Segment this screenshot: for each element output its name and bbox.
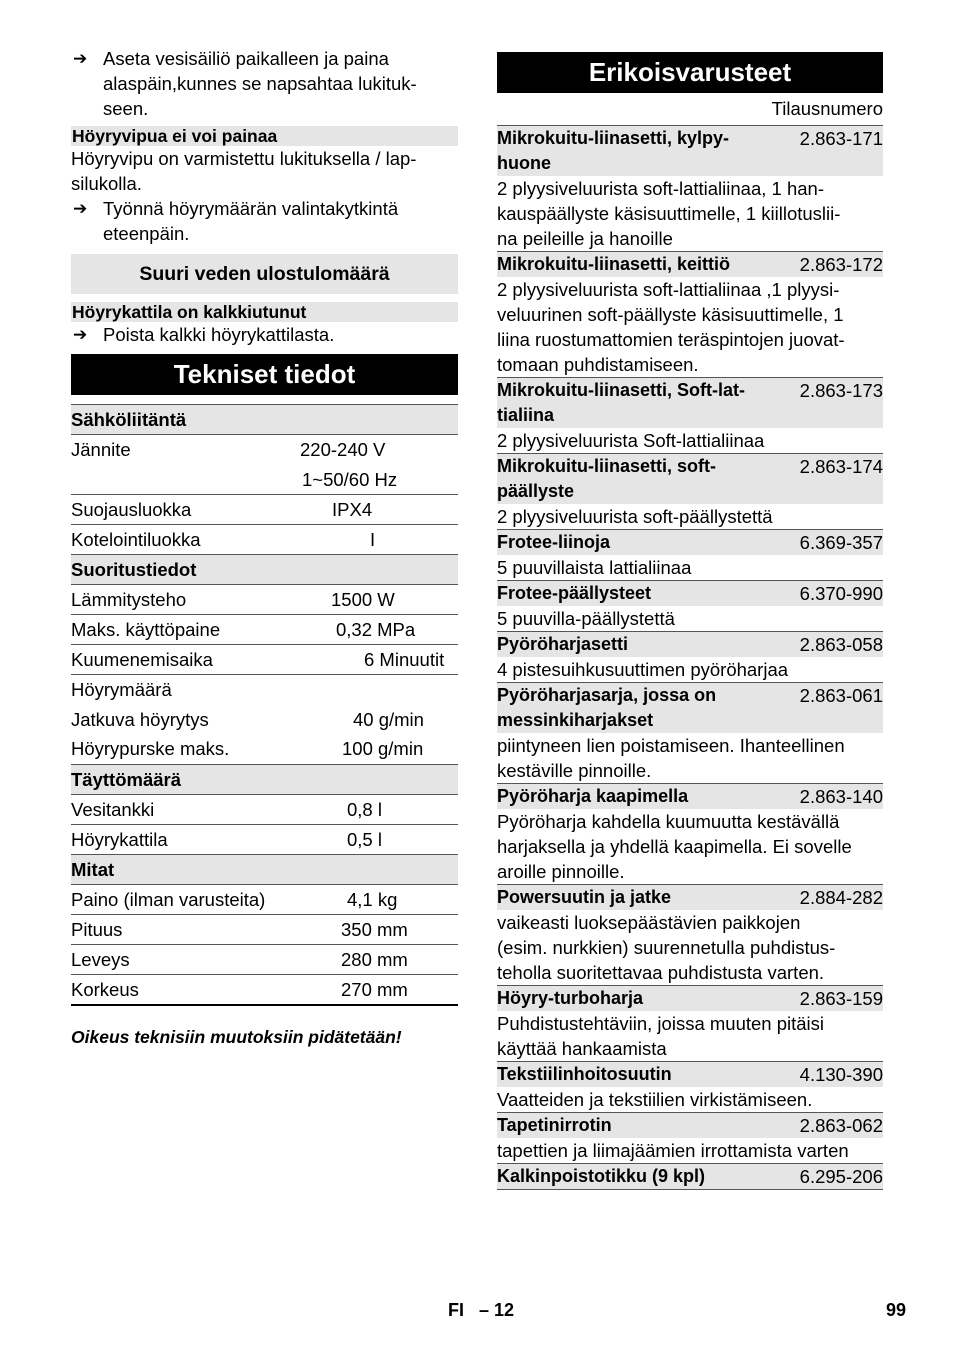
row-label: Höyrykattila — [71, 828, 168, 850]
table-row-tank — [71, 795, 458, 825]
accessory-name-line: Mikrokuitu-liinasetti, Soft-lat- — [497, 380, 746, 400]
row-label: Pituus — [71, 918, 123, 940]
table-row-voltage — [71, 435, 458, 495]
list-item — [497, 529, 883, 580]
list-item — [497, 1163, 883, 1190]
table-row-heating — [71, 585, 458, 615]
accessory-description-line: 2 plyysiveluurista Soft-lattialiinaa — [497, 430, 765, 451]
paragraph-steam-lever — [71, 146, 458, 196]
order-number: 2.863-062 — [799, 1115, 883, 1136]
row-label: Lämmitysteho — [71, 589, 187, 610]
row-value: 6 Minuutit — [364, 649, 445, 670]
subheading-steam-lever: Höyryvipua ei voi painaa — [71, 126, 458, 146]
accessory-name — [497, 529, 883, 555]
row-value: 350 mm — [341, 918, 408, 940]
arrow-right-icon: ➔ — [73, 49, 88, 68]
table-row-housing — [71, 525, 458, 555]
order-number: 2.863-174 — [799, 456, 883, 477]
order-number: 2.863-058 — [799, 634, 883, 655]
accessory-description-line: 2 plyysiveluurista soft-lattialiinaa ,1 plyysi- — [497, 279, 840, 300]
accessory-name-line: Kalkinpoistotikku (9 kpl) — [497, 1166, 706, 1186]
row-label: Korkeus — [71, 978, 139, 1000]
accessory-description-line: na peileille ja hanoille — [497, 228, 673, 249]
row-label: Leveys — [71, 948, 130, 970]
row-label: Kuumenemisaika — [71, 649, 213, 670]
accessory-name — [497, 783, 883, 809]
row-value: 1500 W — [331, 589, 395, 610]
row-label: Jännite — [71, 439, 131, 460]
order-number: 2.863-173 — [799, 380, 883, 401]
accessory-description — [497, 733, 883, 783]
row-value: 0,8 l — [347, 798, 382, 820]
row-label: Maks. käyttöpaine — [71, 619, 221, 640]
accessories-list — [497, 125, 883, 1190]
accessory-description — [497, 1087, 883, 1112]
section-title-technical-data: Tekniset tiedot — [71, 354, 458, 395]
order-number: 2.863-061 — [799, 685, 883, 706]
table-row-length — [71, 915, 458, 945]
accessory-name — [497, 682, 883, 733]
list-item — [497, 453, 883, 529]
accessory-description-line: 2 plyysiveluurista soft-päällystettä — [497, 506, 773, 527]
accessory-description-line: veluurinen soft-päällyste käsisuuttimelle, 1 — [497, 304, 844, 325]
footer-page-number: 99 — [885, 1300, 906, 1320]
technical-changes-note: Oikeus teknisiin muutoksiin pidätetään! — [71, 1026, 402, 1047]
order-number: 2.863-159 — [799, 988, 883, 1009]
accessory-description-line: aroille pinnoille. — [497, 861, 625, 882]
accessory-description-line: liina ruostumattomien teräspintojen juovat- — [497, 329, 845, 350]
accessory-description — [497, 176, 883, 251]
accessory-description — [497, 504, 883, 529]
row-label: Vesitankki — [71, 798, 155, 820]
order-number-label: Tilausnumero — [771, 98, 883, 119]
accessory-description-line: tapettien ja liimajäämien irrottamista varten — [497, 1140, 849, 1161]
order-number: 2.863-140 — [799, 786, 883, 807]
order-number: 2.863-171 — [799, 128, 883, 149]
accessory-description-line: 5 puuvilla-päällystettä — [497, 608, 675, 629]
accessory-name-line: Mikrokuitu-liinasetti, soft- — [497, 456, 717, 476]
instruction-line: Poista kalkki höyrykattilasta. — [103, 324, 335, 345]
left-column — [71, 46, 458, 1050]
row-value: 100 g/min — [342, 738, 424, 759]
accessory-description — [497, 606, 883, 631]
row-value: I — [370, 529, 376, 550]
accessory-name-line: Frotee-päällysteet — [497, 583, 652, 603]
order-number: 4.130-390 — [799, 1064, 883, 1085]
footer-local-number: – 12 — [479, 1300, 515, 1320]
row-value: 0,32 MPa — [336, 619, 416, 640]
table-row-steam — [71, 675, 458, 765]
paragraph-line: Höyryvipu on varmistettu lukituksella / lap- — [71, 148, 417, 169]
accessory-name-line: Powersuutin ja jatke — [497, 887, 672, 907]
accessory-name-line: Pyöröharja kaapimella — [497, 786, 689, 806]
technical-data-table — [71, 404, 458, 1006]
accessory-description-line: Vaatteiden ja tekstiilien virkistämiseen. — [497, 1089, 813, 1110]
accessory-name-line: huone — [497, 153, 551, 173]
accessory-name — [497, 453, 883, 504]
accessory-name — [497, 1061, 883, 1087]
list-item — [497, 1112, 883, 1163]
accessory-description-line: teholla suoritettavaa puhdistusta varten. — [497, 962, 825, 983]
row-label: Suojausluokka — [71, 499, 192, 520]
accessory-name — [497, 580, 883, 606]
table-row-width — [71, 945, 458, 975]
list-item — [497, 377, 883, 453]
section-label: Mitat — [71, 858, 115, 880]
order-number: 6.369-357 — [799, 532, 883, 553]
paragraph-line: silukolla. — [71, 173, 142, 194]
table-section-power — [71, 405, 458, 435]
accessory-name-line: Mikrokuitu-liinasetti, kylpy- — [497, 128, 730, 148]
row-value: IPX4 — [332, 499, 373, 520]
instruction-descale — [71, 322, 458, 347]
footer-page-local — [448, 1298, 514, 1323]
list-item — [497, 251, 883, 377]
accessory-description-line: (esim. nurkkien) suurennetulla puhdistus- — [497, 937, 836, 958]
table-section-fill — [71, 765, 458, 795]
accessory-description-line: Pyöröharja kahdella kuumuutta kestävällä — [497, 811, 840, 832]
accessory-description-line: harjaksella ja yhdellä kaapimella. Ei sovelle — [497, 836, 852, 857]
accessory-name-line: messinkiharjakset — [497, 710, 654, 730]
row-label: Höyrypurske maks. — [71, 738, 230, 759]
row-value: 270 mm — [341, 978, 408, 1000]
accessory-name — [497, 631, 883, 657]
section-label: Täyttömäärä — [71, 768, 182, 790]
accessory-name-line: Höyry-turboharja — [497, 988, 644, 1008]
table-row-boiler — [71, 825, 458, 855]
instruction-line: alaspäin,kunnes se napsahtaa lukituk- — [103, 73, 417, 94]
order-number: 6.295-206 — [799, 1166, 883, 1187]
row-label: Paino (ilman varusteita) — [71, 888, 266, 910]
accessory-name — [497, 985, 883, 1011]
accessory-description — [497, 1138, 883, 1163]
accessory-name — [497, 125, 883, 176]
accessory-description — [497, 657, 883, 682]
row-value: 0,5 l — [347, 828, 382, 850]
instruction-line: Aseta vesisäiliö paikalleen ja paina — [103, 48, 389, 69]
list-item — [497, 1061, 883, 1112]
list-item — [497, 884, 883, 985]
row-label: Jatkuva höyrytys — [71, 708, 209, 730]
accessory-name — [497, 1163, 883, 1189]
row-value: 1~50/60 Hz — [302, 468, 398, 490]
list-item — [497, 783, 883, 884]
accessory-name — [497, 1112, 883, 1138]
accessory-name-line: tialiina — [497, 405, 555, 425]
row-value: 220-240 V — [300, 439, 386, 460]
accessory-name — [497, 884, 883, 910]
subheading-boiler-scaled: Höyrykattila on kalkkiutunut — [71, 302, 458, 322]
row-value: 40 g/min — [353, 708, 424, 730]
accessory-name-line: Frotee-liinoja — [497, 532, 611, 552]
accessory-description-line: piintyneen lien poistamiseen. Ihanteellinen — [497, 735, 845, 756]
table-row-weight — [71, 885, 458, 915]
instruction-insert-tank — [71, 46, 458, 121]
accessory-description — [497, 555, 883, 580]
instruction-line: Työnnä höyrymäärän valintakytkintä — [103, 198, 399, 219]
instruction-line: seen. — [103, 98, 149, 119]
list-item — [497, 985, 883, 1061]
arrow-right-icon: ➔ — [73, 199, 88, 218]
accessory-description-line: 5 puuvillaista lattialiinaa — [497, 557, 692, 578]
accessory-description — [497, 1011, 883, 1061]
instruction-line: eteenpäin. — [103, 223, 190, 244]
accessory-name-line: Pyöröharjasarja, jossa on — [497, 685, 717, 705]
accessory-description-line: 4 pistesuihkusuuttimen pyöröharjaa — [497, 659, 789, 680]
accessory-name-line: Mikrokuitu-liinasetti, keittiö — [497, 254, 731, 274]
accessory-name — [497, 377, 883, 428]
section-label: Suoritustiedot — [71, 559, 197, 580]
row-value: 4,1 kg — [347, 888, 398, 910]
list-item — [497, 125, 883, 251]
order-number: 2.863-172 — [799, 254, 883, 275]
accessory-description — [497, 277, 883, 377]
right-column — [497, 52, 883, 1190]
accessory-description-line: vaikeasti luoksepäästävien paikkojen — [497, 912, 801, 933]
accessory-name-line: Tapetinirrotin — [497, 1115, 612, 1135]
list-item — [497, 682, 883, 783]
list-item — [497, 580, 883, 631]
section-band-water-output: Suuri veden ulostulomäärä — [71, 254, 458, 294]
section-title-accessories: Erikoisvarusteet — [497, 52, 883, 93]
table-section-performance — [71, 555, 458, 585]
accessory-description — [497, 910, 883, 985]
table-section-dimensions — [71, 855, 458, 885]
table-row-pressure — [71, 615, 458, 645]
section-label: Sähköliitäntä — [71, 409, 187, 430]
accessory-description — [497, 428, 883, 453]
accessory-description — [497, 809, 883, 884]
row-label: Höyrymäärä — [71, 679, 172, 700]
table-row-protection — [71, 495, 458, 525]
accessory-name-line: Pyöröharjasetti — [497, 634, 629, 654]
row-label: Kotelointiluokka — [71, 529, 201, 550]
table-row-heatup — [71, 645, 458, 675]
order-number: 6.370-990 — [799, 583, 883, 604]
accessory-description-line: kestäville pinnoille. — [497, 760, 652, 781]
accessory-description-line: kauspäällyste käsisuuttimelle, 1 kiillotuslii- — [497, 203, 841, 224]
instruction-push-selector — [71, 196, 458, 246]
order-number: 2.884-282 — [799, 887, 883, 908]
footer-language: FI — [448, 1300, 464, 1320]
accessory-description-line: käyttää hankaamista — [497, 1038, 667, 1059]
accessory-name — [497, 251, 883, 277]
accessory-description-line: tomaan puhdistamiseen. — [497, 354, 699, 375]
arrow-right-icon: ➔ — [73, 325, 88, 344]
table-row-height — [71, 975, 458, 1006]
accessory-name-line: Tekstiilinhoitosuutin — [497, 1064, 672, 1084]
accessory-description-line: Puhdistustehtäviin, joissa muuten pitäisi — [497, 1013, 825, 1034]
accessory-description-line: 2 plyysiveluurista soft-lattialiinaa, 1 han- — [497, 178, 824, 199]
row-value: 280 mm — [341, 948, 408, 970]
accessory-name-line: päällyste — [497, 481, 575, 501]
list-item — [497, 631, 883, 682]
